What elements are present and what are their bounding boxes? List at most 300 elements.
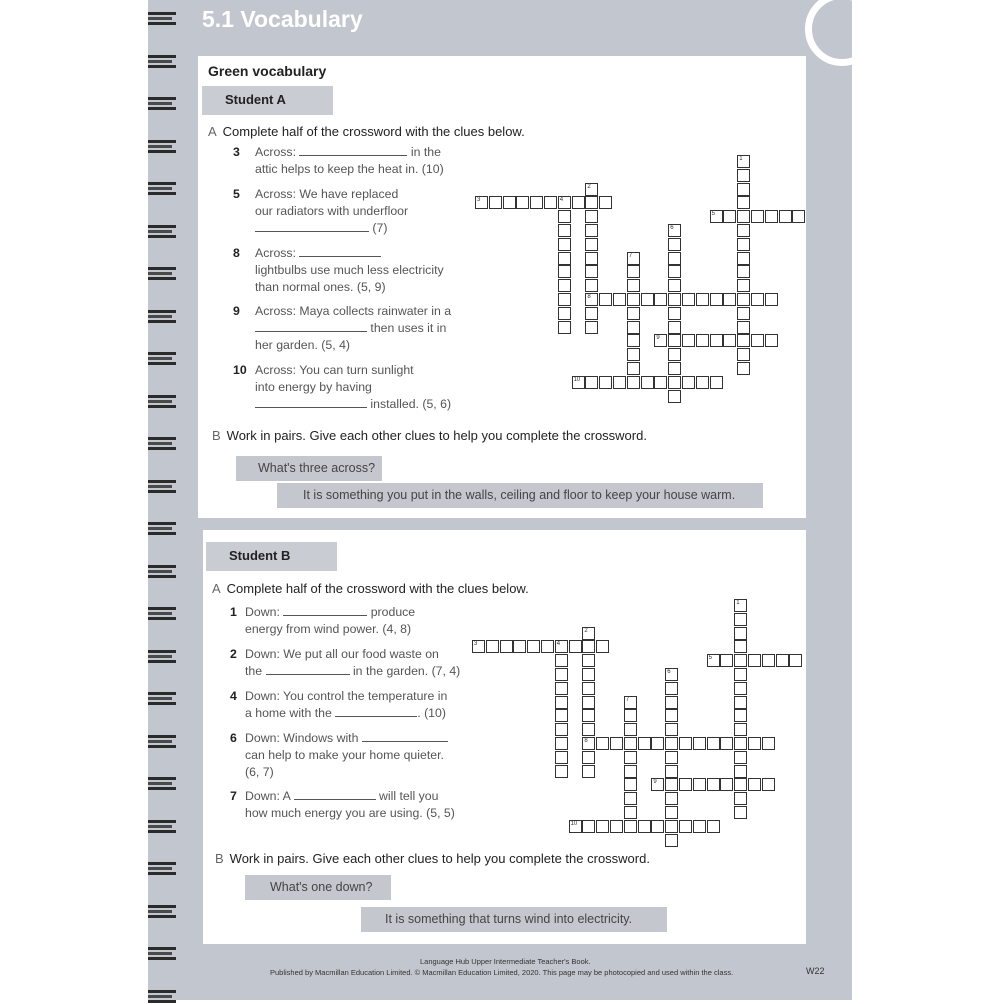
crossword-cell[interactable] (569, 820, 582, 833)
crossword-cell[interactable] (599, 293, 612, 306)
crossword-cell[interactable] (654, 334, 667, 347)
binding-ring (148, 905, 178, 919)
crossword-cell[interactable] (734, 806, 747, 819)
crossword-cell[interactable] (734, 640, 747, 653)
crossword-cell[interactable] (668, 252, 681, 265)
crossword-cell[interactable] (555, 709, 568, 722)
crossword-cell[interactable] (668, 238, 681, 251)
binding-ring (148, 565, 178, 579)
crossword-cell[interactable] (765, 210, 778, 223)
crossword-cell[interactable] (627, 376, 640, 389)
crossword-cell[interactable] (734, 737, 747, 750)
binding-ring (148, 820, 178, 834)
crossword-cell[interactable] (779, 210, 792, 223)
crossword-cell[interactable] (555, 682, 568, 695)
clue-text: . (10) (417, 706, 446, 720)
clue-text: than normal ones. (5, 9) (255, 280, 386, 294)
clue-text: then uses it in (370, 321, 447, 335)
crossword-cell[interactable] (665, 792, 678, 805)
crossword-cell[interactable] (585, 196, 598, 209)
crossword-clue-number: 7 (628, 252, 633, 259)
binding-ring (148, 947, 178, 961)
crossword-cell[interactable] (679, 778, 692, 791)
crossword-cell[interactable] (710, 376, 723, 389)
clue-text: energy from wind power. (4, 8) (245, 622, 412, 636)
crossword-cell[interactable] (668, 321, 681, 334)
clue-text: Across: You can turn sunlight (255, 363, 414, 377)
crossword-cell[interactable] (737, 196, 750, 209)
instruction-letter: A (212, 581, 221, 596)
crossword-cell[interactable] (624, 806, 637, 819)
binding-ring (148, 310, 178, 324)
crossword-cell[interactable] (585, 279, 598, 292)
speech-bubble-question: What's three across? (236, 456, 382, 481)
clue-text: a home with the (245, 706, 332, 720)
crossword-cell[interactable] (737, 238, 750, 251)
crossword-cell[interactable] (627, 265, 640, 278)
crossword-cell[interactable] (582, 640, 595, 653)
crossword-cell[interactable] (665, 668, 678, 681)
crossword-cell[interactable] (776, 654, 789, 667)
instruction-text: Work in pairs. Give each other clues to help you complete the crossword. (226, 428, 647, 443)
clue-text: her garden. (5, 4) (255, 338, 351, 352)
crossword-cell[interactable] (585, 224, 598, 237)
answer-blank[interactable] (299, 144, 407, 156)
crossword-cell[interactable] (582, 668, 595, 681)
crossword-cell[interactable] (696, 376, 709, 389)
crossword-cell[interactable] (596, 820, 609, 833)
crossword-cell[interactable] (734, 654, 747, 667)
crossword-cell[interactable] (707, 778, 720, 791)
crossword-cell[interactable] (682, 334, 695, 347)
crossword-cell[interactable] (486, 640, 499, 653)
student-b-instruction-a (212, 581, 529, 596)
crossword-cell[interactable] (503, 196, 516, 209)
crossword-cell[interactable] (748, 737, 761, 750)
crossword-cell[interactable] (627, 293, 640, 306)
clue-text: Down: (245, 605, 280, 619)
clue-text: into energy by having (255, 380, 372, 394)
crossword-cell[interactable] (737, 169, 750, 182)
crossword-cell[interactable] (665, 806, 678, 819)
crossword-cell[interactable] (668, 362, 681, 375)
crossword-cell[interactable] (627, 362, 640, 375)
crossword-cell[interactable] (558, 265, 571, 278)
crossword-cell[interactable] (582, 654, 595, 667)
crossword-cell[interactable] (558, 293, 571, 306)
instruction-letter: A (208, 124, 217, 139)
crossword-cell[interactable] (720, 737, 733, 750)
student-a-tab: Student A (202, 86, 333, 115)
answer-blank[interactable] (255, 220, 369, 232)
crossword-cell[interactable] (627, 307, 640, 320)
crossword-cell[interactable] (765, 334, 778, 347)
crossword-cell[interactable] (582, 765, 595, 778)
footer-copyright: Published by Macmillan Education Limited. © Macmillan Education Limited, 2020. This page may be photocopied and used within the class. (270, 968, 734, 977)
crossword-cell[interactable] (737, 224, 750, 237)
crossword-cell[interactable] (707, 654, 720, 667)
crossword-cell[interactable] (555, 723, 568, 736)
binding-ring (148, 607, 178, 621)
crossword-cell[interactable] (668, 293, 681, 306)
binding-ring (148, 140, 178, 154)
crossword-clue-number: 4 (559, 197, 564, 204)
section-title: Green vocabulary (208, 63, 327, 79)
binding-ring (148, 182, 178, 196)
crossword-cell[interactable] (734, 792, 747, 805)
crossword-cell[interactable] (555, 654, 568, 667)
binding-ring (148, 437, 178, 451)
crossword-cell[interactable] (668, 265, 681, 278)
crossword-clue-number: 5 (708, 655, 712, 662)
crossword-cell[interactable] (734, 765, 747, 778)
crossword-cell[interactable] (513, 640, 526, 653)
crossword-cell[interactable] (720, 778, 733, 791)
clue-a-10 (233, 362, 475, 413)
crossword-cell[interactable] (641, 376, 654, 389)
crossword-cell[interactable] (707, 737, 720, 750)
clue-number: 7 (230, 789, 237, 803)
crossword-cell[interactable] (665, 778, 678, 791)
clue-text: (7) (372, 221, 388, 235)
crossword-cell[interactable] (544, 196, 557, 209)
speech-bubble-question: What's one down? (245, 875, 391, 900)
instruction-text: Work in pairs. Give each other clues to help you complete the crossword. (229, 851, 650, 866)
crossword-cell[interactable] (582, 709, 595, 722)
crossword-cell[interactable] (572, 196, 585, 209)
crossword-cell[interactable] (696, 293, 709, 306)
crossword-cell[interactable] (516, 196, 529, 209)
crossword-cell[interactable] (624, 709, 637, 722)
crossword-cell[interactable] (582, 723, 595, 736)
clue-a-3 (233, 144, 475, 178)
crossword-cell[interactable] (737, 307, 750, 320)
crossword-cell[interactable] (585, 321, 598, 334)
crossword-cell[interactable] (582, 820, 595, 833)
crossword-cell[interactable] (668, 224, 681, 237)
crossword-clue-number: 7 (625, 696, 630, 703)
clue-text: Down: Windows with (245, 731, 359, 745)
crossword-cell[interactable] (668, 348, 681, 361)
crossword-cell[interactable] (475, 196, 488, 209)
crossword-cell[interactable] (737, 252, 750, 265)
crossword-cell[interactable] (627, 279, 640, 292)
crossword-cell[interactable] (558, 196, 571, 209)
clue-number: 4 (230, 689, 237, 703)
clue-text: Across: (255, 246, 296, 260)
binding-ring (148, 735, 178, 749)
crossword-cell[interactable] (737, 362, 750, 375)
spiral-binding (148, 0, 178, 1000)
crossword-cell[interactable] (720, 654, 733, 667)
student-b-tab: Student B (206, 542, 337, 571)
crossword-cell[interactable] (665, 751, 678, 764)
crossword-cell[interactable] (613, 376, 626, 389)
crossword-cell[interactable] (627, 348, 640, 361)
clue-text: the (245, 664, 263, 678)
crossword-cell[interactable] (668, 279, 681, 292)
crossword-cell[interactable] (582, 751, 595, 764)
crossword-cell[interactable] (582, 682, 595, 695)
crossword-clue-number: 8 (584, 738, 588, 744)
crossword-cell[interactable] (723, 334, 736, 347)
crossword-clue-number: 3 (474, 641, 478, 648)
crossword-cell[interactable] (665, 723, 678, 736)
crossword-cell[interactable] (558, 238, 571, 251)
crossword-cell[interactable] (627, 252, 640, 265)
binding-ring (148, 12, 178, 26)
crossword-cell[interactable] (665, 696, 678, 709)
crossword-cell[interactable] (751, 210, 764, 223)
crossword-cell[interactable] (734, 682, 747, 695)
crossword-cell[interactable] (734, 613, 747, 626)
crossword-cell[interactable] (737, 293, 750, 306)
crossword-cell[interactable] (762, 778, 775, 791)
clue-number: 3 (233, 145, 240, 159)
crossword-cell[interactable] (668, 390, 681, 403)
crossword-cell[interactable] (710, 293, 723, 306)
crossword-cell[interactable] (627, 334, 640, 347)
crossword-cell[interactable] (751, 334, 764, 347)
crossword-cell[interactable] (693, 778, 706, 791)
clue-text: Across: (255, 145, 296, 159)
crossword-cell[interactable] (585, 376, 598, 389)
crossword-cell[interactable] (624, 792, 637, 805)
crossword-cell[interactable] (624, 751, 637, 764)
crossword-cell[interactable] (582, 627, 595, 640)
crossword-clue-number: 4 (556, 641, 561, 648)
crossword-cell[interactable] (585, 183, 598, 196)
crossword-cell[interactable] (585, 293, 598, 306)
crossword-cell[interactable] (665, 765, 678, 778)
clue-number: 6 (230, 731, 237, 745)
crossword-clue-number: 8 (587, 294, 591, 300)
student-a-instruction-a (208, 124, 525, 139)
crossword-cell[interactable] (555, 737, 568, 750)
clue-text: how much energy you are using. (5, 5) (245, 806, 455, 820)
crossword-cell[interactable] (596, 640, 609, 653)
crossword-cell[interactable] (762, 737, 775, 750)
crossword-cell[interactable] (762, 654, 775, 667)
speech-bubble-answer: It is something you put in the walls, ceiling and floor to keep your house warm. (277, 483, 763, 508)
crossword-cell[interactable] (734, 709, 747, 722)
crossword-cell[interactable] (734, 668, 747, 681)
student-b-instruction-b (215, 851, 650, 866)
crossword-cell[interactable] (723, 210, 736, 223)
crossword-cell[interactable] (558, 224, 571, 237)
crossword-cell[interactable] (679, 737, 692, 750)
crossword-cell[interactable] (582, 696, 595, 709)
crossword-cell[interactable] (737, 183, 750, 196)
crossword-cell[interactable] (624, 778, 637, 791)
crossword-cell[interactable] (665, 737, 678, 750)
instruction-text: Complete half of the crossword with the clues below. (226, 581, 529, 596)
crossword-cell[interactable] (582, 737, 595, 750)
crossword-cell[interactable] (638, 820, 651, 833)
crossword-clue-number: 2 (587, 183, 591, 190)
crossword-cell[interactable] (572, 376, 585, 389)
crossword-cell[interactable] (693, 820, 706, 833)
clue-b-7 (230, 788, 470, 822)
crossword-cell[interactable] (558, 252, 571, 265)
crossword-cell[interactable] (682, 376, 695, 389)
crossword-cell[interactable] (789, 654, 802, 667)
instruction-text: Complete half of the crossword with the clues below. (222, 124, 525, 139)
speech-bubble-answer: It is something that turns wind into electricity. (361, 907, 667, 932)
crossword-cell[interactable] (624, 737, 637, 750)
binding-ring (148, 480, 178, 494)
crossword-cell[interactable] (751, 293, 764, 306)
binding-ring (148, 225, 178, 239)
crossword-cell[interactable] (654, 293, 667, 306)
crossword-cell[interactable] (734, 778, 747, 791)
crossword-cell[interactable] (558, 321, 571, 334)
crossword-cell[interactable] (610, 737, 623, 750)
answer-blank[interactable] (255, 396, 367, 408)
clue-text: produce (370, 605, 416, 619)
crossword-cell[interactable] (555, 640, 568, 653)
clue-number: 9 (233, 304, 240, 318)
crossword-cell[interactable] (489, 196, 502, 209)
crossword-cell[interactable] (585, 265, 598, 278)
page-title: 5.1 Vocabulary (202, 6, 363, 32)
clue-text: (6, 7) (245, 765, 274, 779)
crossword-cell[interactable] (668, 376, 681, 389)
crossword-cell[interactable] (651, 778, 664, 791)
crossword-cell[interactable] (541, 640, 554, 653)
crossword-cell[interactable] (558, 307, 571, 320)
clue-b-4 (230, 688, 470, 722)
clue-text: in the garden. (7, 4) (352, 664, 461, 678)
crossword-cell[interactable] (707, 820, 720, 833)
crossword-cell[interactable] (651, 820, 664, 833)
clue-text: Across: Maya collects rainwater in a (255, 304, 452, 318)
clue-number: 2 (230, 647, 237, 661)
answer-blank[interactable] (299, 245, 381, 257)
crossword-cell[interactable] (734, 723, 747, 736)
clue-text: our radiators with underfloor (255, 204, 409, 218)
crossword-cell[interactable] (710, 334, 723, 347)
crossword-cell[interactable] (599, 196, 612, 209)
crossword-cell[interactable] (710, 210, 723, 223)
clue-a-5 (233, 186, 475, 237)
crossword-cell[interactable] (599, 376, 612, 389)
crossword-cell[interactable] (472, 640, 485, 653)
clue-text: installed. (5, 6) (370, 397, 452, 411)
binding-ring (148, 862, 178, 876)
crossword-cell[interactable] (668, 307, 681, 320)
clue-b-6 (230, 730, 470, 781)
crossword-cell[interactable] (555, 696, 568, 709)
crossword-cell[interactable] (641, 293, 654, 306)
crossword-cell[interactable] (737, 265, 750, 278)
binding-ring (148, 97, 178, 111)
binding-ring (148, 692, 178, 706)
crossword-cell[interactable] (696, 334, 709, 347)
crossword-cell[interactable] (585, 210, 598, 223)
crossword-cell[interactable] (737, 155, 750, 168)
crossword-cell[interactable] (765, 293, 778, 306)
answer-blank[interactable] (335, 705, 417, 717)
crossword-cell[interactable] (624, 820, 637, 833)
crossword-cell[interactable] (624, 723, 637, 736)
crossword-cell[interactable] (585, 252, 598, 265)
crossword-cell[interactable] (610, 820, 623, 833)
binding-ring (148, 267, 178, 281)
answer-blank[interactable] (255, 320, 367, 332)
clue-text: lightbulbs use much less electricity (255, 263, 444, 277)
crossword-cell[interactable] (555, 765, 568, 778)
crossword-cell[interactable] (734, 751, 747, 764)
answer-blank[interactable] (266, 663, 350, 675)
crossword-cell[interactable] (569, 640, 582, 653)
crossword-cell[interactable] (737, 321, 750, 334)
crossword-cell[interactable] (723, 293, 736, 306)
crossword-cell[interactable] (734, 696, 747, 709)
answer-blank[interactable] (283, 604, 367, 616)
crossword-cell[interactable] (555, 751, 568, 764)
crossword-cell[interactable] (654, 376, 667, 389)
crossword-cell[interactable] (627, 321, 640, 334)
clue-text: will tell you (378, 789, 439, 803)
clue-number: 8 (233, 246, 240, 260)
crossword-clue-number: 9 (653, 779, 657, 786)
crossword-cell[interactable] (792, 210, 805, 223)
crossword-cell[interactable] (682, 293, 695, 306)
crossword-cell[interactable] (737, 279, 750, 292)
crossword-cell[interactable] (737, 348, 750, 361)
crossword-cell[interactable] (665, 834, 678, 847)
clue-number: 5 (233, 187, 240, 201)
crossword-cell[interactable] (748, 778, 761, 791)
crossword-cell[interactable] (665, 820, 678, 833)
crossword-cell[interactable] (527, 640, 540, 653)
clue-text: in the (410, 145, 441, 159)
crossword-cell[interactable] (668, 334, 681, 347)
binding-ring (148, 777, 178, 791)
clue-b-2 (230, 646, 470, 680)
crossword-cell[interactable] (624, 765, 637, 778)
crossword-cell[interactable] (558, 210, 571, 223)
crossword-cell[interactable] (665, 709, 678, 722)
crossword-cell[interactable] (558, 279, 571, 292)
crossword-cell[interactable] (530, 196, 543, 209)
crossword-cell[interactable] (734, 599, 747, 612)
answer-blank[interactable] (294, 788, 376, 800)
crossword-cell[interactable] (500, 640, 513, 653)
crossword-cell[interactable] (693, 737, 706, 750)
crossword-cell[interactable] (585, 238, 598, 251)
crossword-cell[interactable] (651, 737, 664, 750)
crossword-cell[interactable] (734, 627, 747, 640)
crossword-cell[interactable] (555, 668, 568, 681)
crossword-cell[interactable] (596, 737, 609, 750)
crossword-cell[interactable] (748, 654, 761, 667)
clue-text: attic helps to keep the heat in. (10) (255, 162, 444, 176)
crossword-cell[interactable] (737, 334, 750, 347)
crossword-cell[interactable] (624, 696, 637, 709)
crossword-clue-number: 2 (584, 627, 588, 634)
crossword-cell[interactable] (679, 820, 692, 833)
footer-book-title: Language Hub Upper Intermediate Teacher's Book. (420, 957, 591, 966)
answer-blank[interactable] (362, 730, 448, 742)
crossword-cell[interactable] (737, 210, 750, 223)
clue-a-9 (233, 303, 475, 354)
crossword-cell[interactable] (585, 307, 598, 320)
crossword-cell[interactable] (638, 737, 651, 750)
crossword-cell[interactable] (613, 293, 626, 306)
crossword-cell[interactable] (665, 682, 678, 695)
